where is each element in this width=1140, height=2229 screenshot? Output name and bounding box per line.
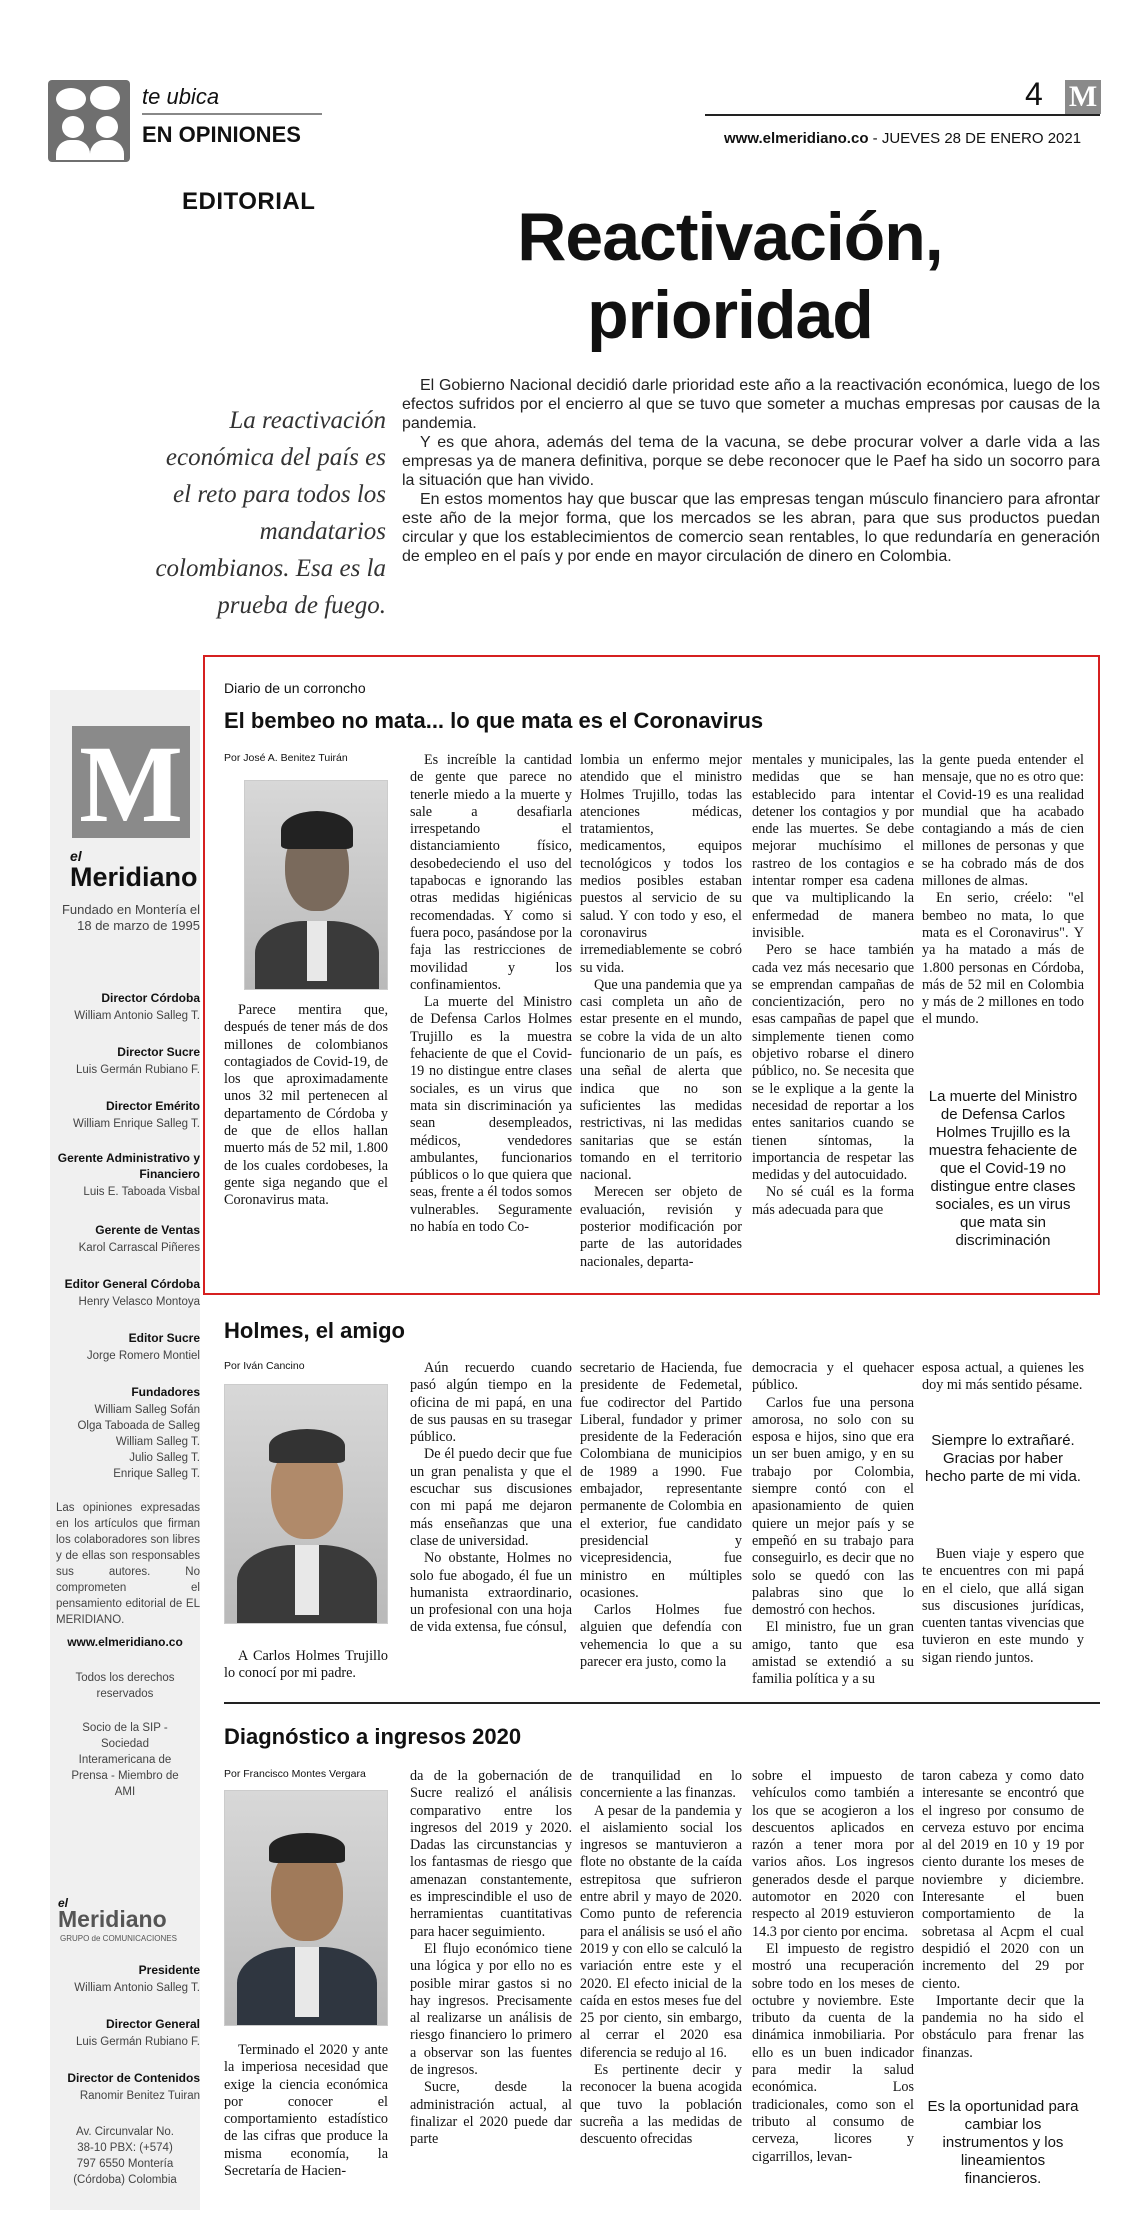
editorial-label: EDITORIAL [182, 188, 316, 215]
staff-role: Gerente de Ventas [95, 1223, 200, 1237]
paragraph: No sé cuál es la forma más adecuada para que [752, 1184, 914, 1218]
paragraph: Buen viaje y espero que te encuentres con mi papá en el cielo, que allá sigan sus discusiones jurídicas, cuenten tantas vivencias que tuvieron en este mundo y sigan riendo juntos. [922, 1546, 1084, 1666]
paragraph: Carlos Holmes fue alguien que defendía con vehemencia lo que a su parecer era justo, como la [580, 1602, 742, 1671]
article-pullquote: Siempre lo extrañaré. Gracias por haber hecho parte de mi vida. [925, 1432, 1081, 1485]
founder-name: Olga Taboada de Salleg [77, 1420, 200, 1432]
article-title: El bembeo no mata... lo que mata es el Coronavirus [224, 708, 764, 733]
sidebar-website[interactable]: www.elmeridiano.co [67, 1635, 183, 1649]
paragraph: No obstante, Holmes no solo fue abogado, él fue un humanista extraordinario, un profesional con una hoja de vida extensa, fue cónsul, [410, 1550, 572, 1636]
paragraph: lombia un enfermo mejor atendido que el ministro Holmes Trujillo, todas las atenciones médicas, tratamientos, medicamentos, equipos tecnológicos y todos los medios posibles estaban puestos al servicio de su salud. Y con todo y eso, el coronavirus irremediablemente se cobró su vida. [580, 752, 742, 976]
paragraph: secretario de Hacienda, fue presidente de Fedemetal, fue codirector del Partido Liberal, fundador y primer presidente de la Federación Colombiana de municipios de 1989 a 1990. Fue embajador, representante permanente de Colombia en el exterior, fue candidato presidencial y vicepresidencia, fue ministro en múltiples ocasiones. [580, 1360, 742, 1601]
editorial-title: Reactivación, prioridad [517, 199, 943, 353]
column-kicker: Diario de un corroncho [224, 680, 366, 696]
group-logo-tagline: GRUPO de COMUNICACIONES [60, 1934, 177, 1943]
founders-title: Fundadores [131, 1385, 200, 1399]
founder-name: William Salleg T. [115, 1436, 200, 1448]
staff-name: Luis Germán Rubiano F. [75, 1064, 200, 1076]
staff-name: Henry Velasco Montoya [78, 1296, 200, 1308]
founder-name: Enrique Salleg T. [113, 1468, 200, 1480]
article-column [580, 1360, 742, 1671]
staff-role: Editor Sucre [128, 1331, 200, 1345]
section-rule [224, 1702, 1100, 1704]
article-column [224, 1648, 388, 1683]
paragraph: De él puedo decir que fue un gran penalista y que el escuchar sus discusiones con mi papá me dejaron más enseñanzas que una clase de universidad. [410, 1446, 572, 1549]
founder-name: William Salleg Sofán [94, 1404, 200, 1416]
staff-role: Presidente [138, 1963, 200, 1977]
article-pullquote: Es la oportunidad para cambiar los instrumentos y los lineamientos financieros. [927, 2098, 1079, 2187]
staff-name: Jorge Romero Montiel [86, 1350, 200, 1362]
founded-note: Fundado en Montería el 18 de marzo de 1995 [61, 902, 200, 933]
article-column [752, 752, 914, 1219]
staff-role: Director Emérito [105, 1099, 200, 1113]
paragraph: Pero se hace también cada vez más necesario que se emprendan campañas de concientización, pero no esas campañas de papel que simplemente tienen como objetivo robarse el dinero público, no. Se necesita que se le explique a la gente la necesidad de reportar a los entes sanitarios cuando se tienen síntomas, la importancia de respetar las medidas y del autocuidado. [752, 942, 914, 1184]
article-column [922, 1768, 1084, 2062]
article-column [410, 1360, 572, 1637]
article-column [922, 1546, 1084, 1667]
staff-role: Director de Contenidos [67, 2071, 200, 2085]
paragraph: Es increíble la cantidad de gente que parece no tenerle miedo a la muerte y sale a desafiarla irrespetando el distanciamiento físico, desobedeciendo el uso del tapabocas e ignorando las otras medidas higiénicas recomendadas. Y como si fuera poco, pasándose por la faja las restricciones de movilidad y los confinamientos. [410, 752, 572, 993]
staff-name: William Enrique Salleg T. [73, 1118, 200, 1130]
paragraph: de tranquilidad en lo concerniente a las finanzas. [580, 1768, 742, 1802]
article-column [410, 1768, 572, 2149]
paragraph: El impuesto de registro mostró una recuperación sobre todo en los meses de octubre y noviembre. Este tributo da cuenta de la dinámica inmobiliaria. Por ello es un buen indicador para medir la salud económica. Los tradicionales, como son el tributo al consumo de cerveza, licores y cigarrillos, levan- [752, 1940, 914, 2165]
issue-date: - JUEVES 28 DE ENERO 2021 [868, 130, 1082, 147]
paragraph: la gente pueda entender el mensaje, que no es otro que: el Covid-19 es una realidad mundial que ha acabado contagiando a más de cien millones de personas y que se ha cobrado más de dos millones de almas. [922, 752, 1084, 890]
paragraph: A pesar de la pandemia y el aislamiento social los ingresos se mantuvieron a flote no obstante de la caída estrepitosa que sufrieron entre abril y mayo de 2020. Como punto de referencia para el análisis se usó el año 2019 y con ello se calculó la variación entre este y el 2020. El efecto inicial de la caída en estos meses fue del 25 por ciento, sin embargo, al cerrar el 2020 esa diferencia se redujo al 16. [580, 1802, 742, 2061]
staff-role: Gerente Administrativo y Financiero [57, 1151, 200, 1181]
editorial-paragraph: El Gobierno Nacional decidió darle prioridad este año a la reactivación económica, luego de los efectos sufridos por el encierro al que se tuvo que someter a muchas empresas por causas de la pandemia. [402, 377, 1100, 432]
staff-name: Luis Germán Rubiano F. [75, 2036, 200, 2048]
paragraph: sobre el impuesto de vehículos como también a los que se acogieron a los descuentos aplicados en razón a tener mora por varios años. Los ingresos generados desde el parque automotor en 2020 con respecto al 2019 estuvieron 14.3 por ciento por encima. [752, 1768, 914, 1940]
website-link[interactable]: www.elmeridiano.co [724, 130, 869, 147]
group-logo-name: Meridiano [58, 1906, 167, 1932]
sidebar-logo-name: Meridiano [70, 862, 198, 892]
masthead-logo: M [1065, 80, 1101, 114]
sidebar-logo: M [72, 726, 190, 838]
article-column [580, 1768, 742, 2149]
dateline [724, 130, 1081, 147]
paragraph: El ministro, fue un gran amigo, tanto que esa amistad se extendió a su familia política y a su [752, 1619, 914, 1688]
founder-name: Julio Salleg T. [129, 1452, 200, 1464]
article-column [752, 1768, 914, 2166]
staff-role: Director Córdoba [101, 991, 200, 1005]
article-byline: Por Francisco Montes Vergara [224, 1768, 366, 1780]
article-pullquote: La muerte del Ministro de Defensa Carlos Holmes Trujillo es la muestra fehaciente de que el Covid-19 no distingue entre clases sociales, es un virus que mata sin discriminación [928, 1088, 1078, 1249]
article-title: Diagnóstico a ingresos 2020 [224, 1724, 522, 1749]
article-column [224, 1002, 388, 1210]
header-rule [705, 114, 1100, 116]
group-logo-el: el [58, 1896, 69, 1910]
article-column [224, 2042, 388, 2180]
paragraph: Merecen ser objeto de evaluación, revisión y posterior modificación por parte de las autoridades nacionales, departa- [580, 1184, 742, 1270]
paragraph: Terminado el 2020 y ante la imperiosa necesidad que exige la ciencia económica por conocer el comportamiento estadístico de las cifras que produce la misma economía, la Secretaría de Hacien- [224, 2042, 388, 2180]
paragraph: Es pertinente decir y reconocer la buena acogida que tuvo la población sucreña a las medidas de descuento ofrecidas [580, 2062, 742, 2148]
opinion-section-logo [48, 80, 130, 162]
paragraph: En serio, créelo: "el bembeo no mata, lo que mata es el Coronavirus". Y ya ha matado a más de 1.800 personas en Córdoba, más de 52 mil en Colombia y más de 2 millones en todo el mundo. [922, 890, 1084, 1028]
staff-role: Director General [105, 2017, 200, 2031]
paragraph: esposa actual, a quienes les doy mi más sentido pésame. [922, 1360, 1084, 1394]
author-photo [224, 1384, 388, 1624]
article-byline: Por Iván Cancino [224, 1360, 305, 1372]
staff-role: Director Sucre [117, 1045, 200, 1059]
section-name: EN OPINIONES [142, 122, 301, 147]
paragraph: Carlos fue una persona amorosa, no solo con su esposa e hijos, sino que era un ser buen amigo, y en su trabajo por Colombia, siempre contó con el apasionamiento de quien quiere un mejor país y se empeñó en su trabajo para conseguirlo, es decir que no solo se quedó con las palabras sino que lo demostró con hechos. [752, 1394, 914, 1619]
paragraph: El flujo económico tiene una lógica y por ello no es posible mirar gastos si no hay ingresos. Precisamente al realizarse un análisis de riesgo financiero lo primero a observar son las fuentes de ingresos. [410, 1940, 572, 2079]
author-photo [224, 1790, 388, 2026]
staff-name: Ranomir Benitez Tuiran [79, 2090, 200, 2102]
article-column [752, 1360, 914, 1689]
paragraph: Que una pandemia que ya casi completa un año de estar presente en el mundo, se cobre la vida de un alto funcionario de un país, es una señal de alerta que indica que no son suficientes las medidas restrictivas, ni las medidas sanitarias que se están tomando en el territorio nacional. [580, 976, 742, 1184]
editorial-paragraph: En estos momentos hay que buscar que las empresas tengan músculo financiero para afrontar este año de la mejor forma, que los mercados se les abran, para que sus productos puedan circular y que los establecimientos de comercio sean rentables, lo que redundaría en generación de empleo en el país y por ende en mayor circulación de dinero en Colombia. [402, 491, 1100, 565]
editorial-body [402, 376, 1100, 566]
page-number: 4 [1025, 76, 1043, 112]
paragraph: Parece mentira que, después de tener más de dos millones de colombianos contagiados de Covid-19, de los que aproximadamente unos 32 mil pertenecen al departamento de Córdoba y de que de ellos hallan muerto más de 52 mil, 1.800 de los cuales cordobeses, la gente siga negando que el Coronavirus mata. [224, 1002, 388, 1209]
staff-name: Luis E. Taboada Visbal [83, 1186, 200, 1198]
staff-role: Editor General Córdoba [64, 1277, 200, 1291]
author-photo [244, 780, 388, 990]
staff-name: William Antonio Salleg T. [74, 1982, 200, 1994]
article-column [922, 1360, 1084, 1395]
paragraph: Sucre, desde la administración actual, al finalizar el 2020 puede dar parte [410, 2079, 572, 2148]
address: Av. Circunvalar No. 38-10 PBX: (+574) 797 6550 Montería (Córdoba) Colombia [73, 2126, 177, 2186]
paragraph: Aún recuerdo cuando pasó algún tiempo en la oficina de mi papá, en una de sus pausas en su trasegar público. [410, 1360, 572, 1446]
editorial-pullquote: La reactivación económica del país es el reto para todos los mandatarios colombianos. Esa es la prueba de fuego. [155, 407, 386, 619]
paragraph: democracia y el quehacer público. [752, 1360, 914, 1394]
section-tagline: te ubica [142, 84, 220, 109]
article-column [580, 752, 742, 1271]
tagline-rule [142, 113, 322, 115]
paragraph: da de la gobernación de Sucre realizó el análisis comparativo entre los ingresos del 2019 y 2020. Dadas las circunstancias y los fantasmas de riesgo que amenazan constantemente, es imprescindible el uso de herramientas cuantitativas para hacer seguimiento. [410, 1768, 572, 1940]
article-title: Holmes, el amigo [224, 1318, 405, 1343]
paragraph: A Carlos Holmes Trujillo lo conocí por mi padre. [224, 1648, 388, 1682]
article-column [410, 752, 572, 1236]
sip-note: Socio de la SIP - Sociedad Interamericana de Prensa - Miembro de AMI [71, 1722, 179, 1798]
editorial-paragraph: Y es que ahora, además del tema de la vacuna, se debe procurar volver a darle vida a las empresas ya de manera definitiva, porque se debe reconocer que le Paef ha sido un socorro para la situación que han vivido. [402, 434, 1100, 489]
staff-name: William Antonio Salleg T. [74, 1010, 200, 1022]
disclaimer: Las opiniones expresadas en los artículos que firman los colaboradores son libres y de ellas son responsables sus autores. No comprometen el pensamiento editorial de EL MERIDIANO. [56, 1502, 200, 1626]
staff-name: Karol Carrascal Piñeres [78, 1242, 200, 1254]
article-byline: Por José A. Benitez Tuirán [224, 752, 348, 764]
rights-note: Todos los derechos reservados [75, 1672, 175, 1700]
paragraph: mentales y municipales, las medidas que se han establecido para intentar detener los contagios y por ende las muertes. Se debe mejorar muchísimo el rastreo de los contagios e intentar romper esa cadena que va multiplicando la enfermedad de manera invisible. [752, 752, 914, 941]
paragraph: taron cabeza y como dato interesante se encontró que el ingreso por consumo de cerveza estuvo por encima al del 2019 en 10 y 19 por ciento durante los meses de noviembre y diciembre. Interesante el buen comportamiento de la sobretasa al Acpm el cual despidió el 2020 con un incremento del 29 por ciento. [922, 1768, 1084, 1992]
paragraph: Importante decir que la pandemia no ha sido el obstáculo para frenar las finanzas. [922, 1992, 1084, 2061]
sidebar-logo-el: el [70, 848, 82, 864]
paragraph: La muerte del Ministro de Defensa Carlos Holmes Trujillo es la muestra fehaciente de que el Covid-19 no distingue entre clases sociales, es un virus que mata sin discriminación ya sean desempleados, médicos, vendedores ambulantes, funcionarios públicos o lo que quiera que seas, frente a él todos somos vulnerables. Seguramente no había en todo Co- [410, 994, 572, 1236]
article-column [922, 752, 1084, 1029]
